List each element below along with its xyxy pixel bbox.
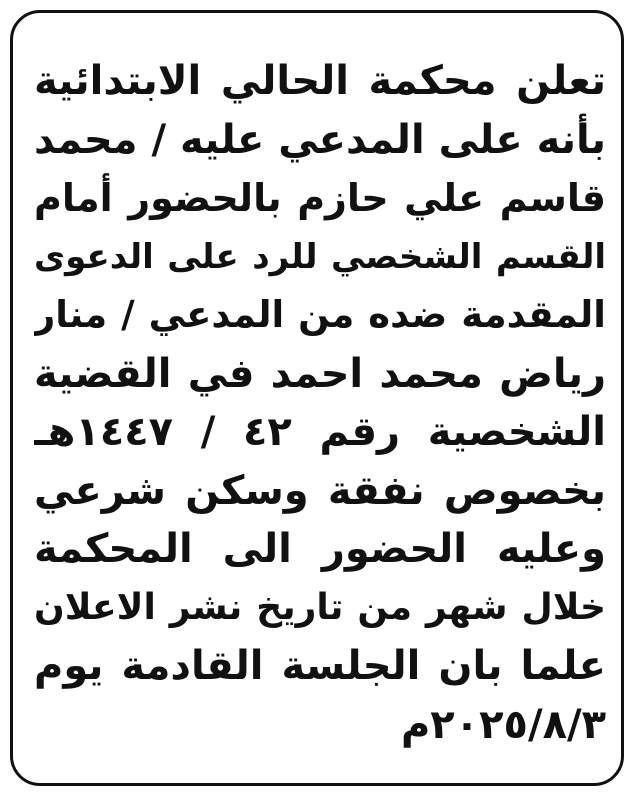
- notice-line-4: القسم الشخصي للرد على الدعوى: [34, 236, 606, 277]
- notice-line-10: خلال شهر من تاريخ نشر الاعلان: [34, 586, 606, 628]
- notice-date-line: ٢٠٢٥/٨/٣م: [400, 701, 606, 748]
- court-notice: [34, 52, 606, 754]
- notice-line-3: قاسم علي حازم بالحضور أمام: [34, 176, 606, 220]
- notice-line-9: وعليه الحضور الى المحكمة: [34, 526, 606, 572]
- notice-line-1: تعلن محكمة الحالي الابتدائية: [34, 58, 606, 104]
- notice-line-11: علما بان الجلسة القادمة يوم: [34, 643, 606, 689]
- notice-line-2: بأنه على المدعي عليه / محمد: [34, 116, 606, 163]
- notice-line-7: الشخصية رقم ٤٢ / ١٤٤٧هـ: [34, 409, 606, 455]
- notice-line-8: بخصوص نفقة وسكن شرعي: [34, 467, 606, 514]
- notice-line-6: رياض محمد احمد في القضية: [34, 350, 606, 397]
- notice-line-5: المقدمة ضده من المدعي / منار: [34, 293, 606, 336]
